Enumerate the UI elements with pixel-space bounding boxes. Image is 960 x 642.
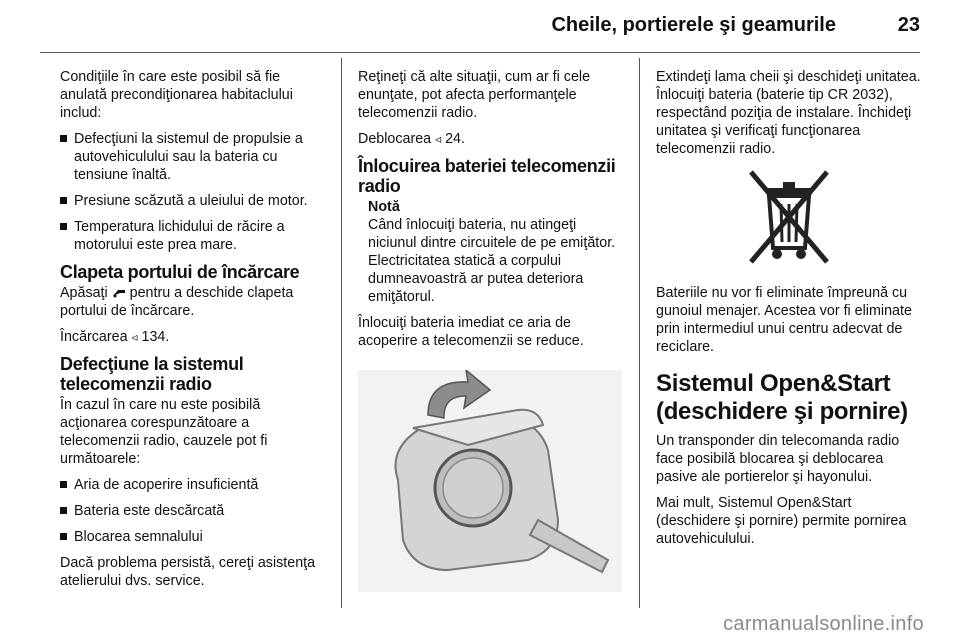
column-3 (656, 68, 922, 556)
text-fragment: 24. (441, 131, 465, 147)
charging-flap-icon (112, 288, 126, 298)
performance-paragraph: Reţineţi că alte situaţii, cum ar fi cele enunţate, pot afecta performanţele telecomenzii radio. (358, 69, 591, 121)
text-fragment: Deblocarea (358, 131, 436, 147)
list-item: Temperatura lichidului de răcire a motorului este prea mare. (60, 218, 326, 254)
remote-fault-paragraph: În cazul în care nu este posibilă acţionarea corespunzătoare a telecomenzii radio, cauzele pot fi următoarele: (60, 397, 268, 467)
text-fragment: Apăsaţi (60, 285, 112, 301)
list-item: Aria de acoperire insuficientă (60, 476, 326, 494)
remote-key-battery-illustration (358, 370, 622, 592)
service-paragraph: Dacă problema persistă, cereţi asistenţa atelierului dvs. service. (60, 555, 316, 589)
reference-arrow-icon: ◃ (435, 132, 442, 146)
column-1 (60, 68, 326, 598)
watermark: carmanualsonline.info (723, 613, 924, 635)
list-item: Defecţiuni la sistemul de propulsie a autovehiculului sau la bateria cu tensiune înaltă. (60, 130, 326, 184)
header-title: Cheile, portierele şi geamurile (551, 14, 836, 36)
reference-arrow-icon: ◃ (131, 330, 138, 344)
note-box (358, 198, 624, 306)
column-divider-2 (639, 58, 640, 608)
disposal-paragraph: Bateriile nu vor fi eliminate împreună cu gunoiul menajer. Acestea vor fi eliminate prin intermediul unui centru adecvat de reciclare. (656, 285, 912, 355)
transponder-paragraph: Un transponder din telecomanda radio face posibilă blocarea şi deblocarea pasive ale portierelor şi hayonului. (656, 433, 900, 485)
unlock-reference (358, 130, 624, 148)
page-number: 23 (897, 14, 920, 36)
charging-reference (60, 328, 326, 346)
note-text: Când înlocuiţi bateria, nu atingeţi niciunul dintre circuitele de pe emiţător. Electricitatea statică a corpului dumneavoastră ar putea deteriora emiţătorul. (368, 217, 616, 305)
open-start-heading: Sistemul Open&Start (deschidere şi pornire) (656, 370, 908, 425)
column-2 (358, 68, 624, 597)
text-fragment: Încărcarea (60, 329, 132, 345)
causes-list (60, 476, 326, 546)
column-divider-1 (341, 58, 342, 608)
charging-port-paragraph (60, 284, 326, 320)
list-item: Blocarea semnalului (60, 528, 326, 546)
charging-port-heading: Clapeta portului de încărcare (60, 262, 300, 282)
note-title: Notă (368, 199, 400, 215)
intro-paragraph: Condiţiile în care este posibil să fie anulată precondiţionarea habitaclului includ: (60, 69, 293, 121)
battery-procedure-paragraph: Extindeţi lama cheii şi deschideţi unitatea. Înlocuiţi bateria (baterie tip CR 2032), respectând poziţia de instalare. Închideţi unitatea şi verificaţi funcţionarea telecomenzii radio. (656, 69, 921, 157)
text-fragment: pentru a deschide clapeta portului de încărcare. (60, 285, 294, 319)
header-rule (40, 52, 920, 53)
crossed-out-bin-icon (739, 166, 839, 266)
text-fragment: 134. (137, 329, 170, 345)
start-paragraph: Mai mult, Sistemul Open&Start (deschidere şi pornire) permite pornirea autovehiculului. (656, 495, 907, 547)
battery-replacement-heading: Înlocuirea bateriei telecomenzii radio (358, 156, 616, 196)
replace-battery-paragraph: Înlocuiţi bateria imediat ce aria de acoperire a telecomenzii se reduce. (358, 315, 584, 349)
list-item: Bateria este descărcată (60, 502, 326, 520)
conditions-list (60, 130, 326, 254)
list-item: Presiune scăzută a uleiului de motor. (60, 192, 326, 210)
remote-fault-heading: Defecţiune la sistemul telecomenzii radio (60, 354, 244, 394)
